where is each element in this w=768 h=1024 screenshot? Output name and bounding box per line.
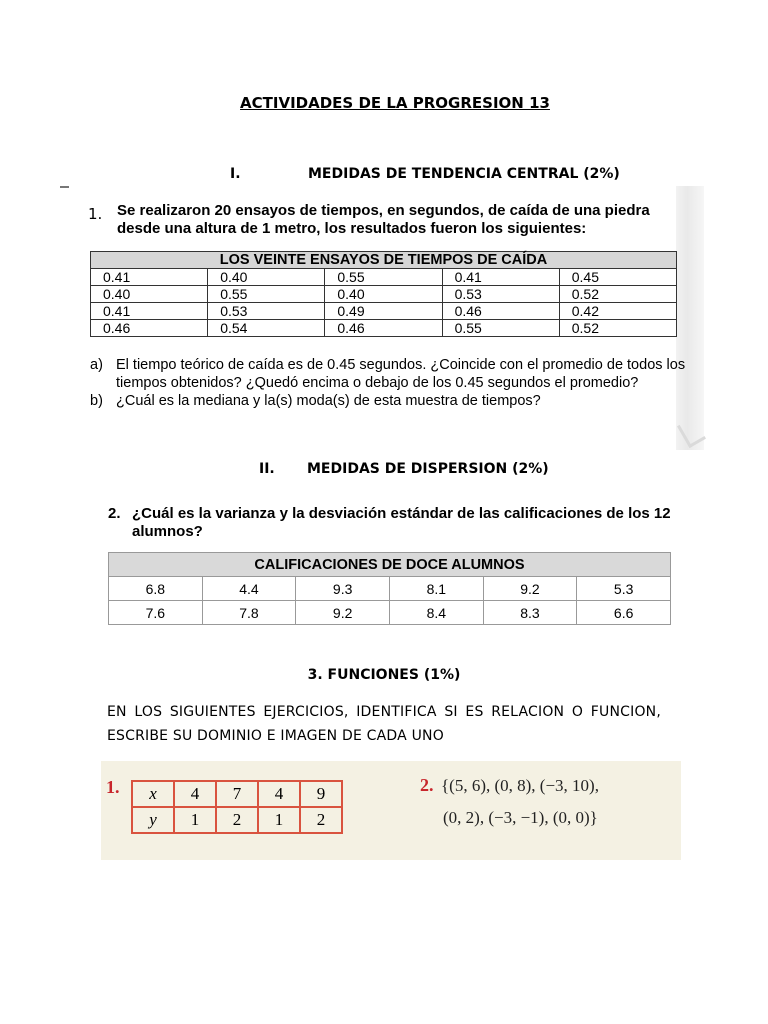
table-cell: 0.41 (91, 303, 208, 320)
question-2-text: ¿Cuál es la varianza y la desviación estándar de las calificaciones de los 12 alumnos? (132, 505, 671, 540)
list-item (90, 356, 686, 392)
table-cell: 7.6 (109, 601, 203, 625)
scan-artifact (60, 186, 69, 188)
question-2 (108, 505, 698, 541)
table-cell: 0.46 (442, 303, 559, 320)
fall-times-table (90, 251, 677, 337)
table-cell: 0.45 (559, 269, 676, 286)
table-row (91, 269, 677, 286)
table-cell: 0.41 (91, 269, 208, 286)
table-cell: 9.2 (296, 601, 390, 625)
table-cell: 0.52 (559, 286, 676, 303)
table-cell: 0.41 (442, 269, 559, 286)
table-cell: 4 (174, 781, 216, 807)
section-3-heading: 3. FUNCIONES (1%) (307, 667, 461, 683)
table-cell: 0.55 (325, 269, 442, 286)
exercise-1-table (131, 780, 343, 834)
section-1-label: MEDIDAS DE TENDENCIA CENTRAL (2%) (308, 166, 620, 182)
table-cell: 0.49 (325, 303, 442, 320)
question-1-number: 1. (88, 205, 103, 223)
table-cell: 1 (174, 807, 216, 833)
item-label: a) (90, 357, 103, 373)
table-cell: 1 (258, 807, 300, 833)
table-cell: 9.3 (296, 577, 390, 601)
question-1-text: Se realizaron 20 ensayos de tiempos, en segundos, de caída de una piedra desde una altura de 1 metro, los resultados fueron los siguientes: (117, 202, 650, 237)
table-row (132, 807, 342, 833)
table-cell: 0.55 (208, 286, 325, 303)
section-1-heading (230, 166, 620, 182)
grades-table-header: CALIFICACIONES DE DOCE ALUMNOS (109, 553, 671, 577)
grades-table (108, 552, 671, 625)
section-2-label: MEDIDAS DE DISPERSION (2%) (307, 461, 549, 477)
table-row (91, 303, 677, 320)
table-cell: 2 (300, 807, 342, 833)
table-row (91, 286, 677, 303)
table-cell: 0.52 (559, 320, 676, 337)
table-cell: 8.4 (389, 601, 483, 625)
table-cell: 7 (216, 781, 258, 807)
section-1-numeral: I. (230, 166, 241, 182)
table-cell: 8.3 (483, 601, 577, 625)
table-cell: 6.6 (577, 601, 671, 625)
exercise-2-set-line-1: {(5, 6), (0, 8), (−3, 10), (441, 776, 599, 795)
fall-times-table-header: LOS VEINTE ENSAYOS DE TIEMPOS DE CAÍDA (91, 252, 677, 269)
section-2-numeral: II. (259, 461, 275, 477)
exercise-2-set-line-2: (0, 2), (−3, −1), (0, 0)} (443, 808, 598, 827)
table-cell: 9 (300, 781, 342, 807)
exercise-2-number: 2. (420, 775, 434, 795)
table-cell: 0.40 (325, 286, 442, 303)
table-cell: 5.3 (577, 577, 671, 601)
table-cell: 0.42 (559, 303, 676, 320)
table-cell: 2 (216, 807, 258, 833)
question-1-items (90, 356, 686, 410)
table-cell: 7.8 (202, 601, 296, 625)
table-cell: 0.46 (325, 320, 442, 337)
item-text: ¿Cuál es la mediana y la(s) moda(s) de esta muestra de tiempos? (116, 393, 541, 409)
section-2-heading (259, 461, 549, 477)
table-cell: 4 (258, 781, 300, 807)
item-text: El tiempo teórico de caída es de 0.45 segundos. ¿Coincide con el promedio de todos los tiempos obtenidos? ¿Quedó encima o debajo de los 0.45 segundos el promedio? (116, 357, 686, 391)
y-variable-label: y (132, 807, 174, 833)
table-cell: 0.55 (442, 320, 559, 337)
table-row (132, 781, 342, 807)
x-variable-label: x (132, 781, 174, 807)
table-row (91, 320, 677, 337)
question-2-number: 2. (108, 505, 121, 522)
table-cell: 0.53 (442, 286, 559, 303)
table-row (109, 601, 671, 625)
table-cell: 6.8 (109, 577, 203, 601)
table-cell: 0.53 (208, 303, 325, 320)
table-cell: 8.1 (389, 577, 483, 601)
table-cell: 0.40 (91, 286, 208, 303)
table-cell: 0.46 (91, 320, 208, 337)
list-item (90, 392, 686, 410)
table-cell: 9.2 (483, 577, 577, 601)
table-row (109, 577, 671, 601)
exercise-1-number: 1. (106, 777, 120, 797)
table-cell: 0.54 (208, 320, 325, 337)
section-3-instructions: EN LOS SIGUIENTES EJERCICIOS, IDENTIFICA SI ES RELACION O FUNCION, ESCRIBE SU DOMINIO E IMAGEN DE CADA UNO (107, 704, 661, 744)
item-label: b) (90, 393, 103, 409)
table-cell: 4.4 (202, 577, 296, 601)
table-cell: 0.40 (208, 269, 325, 286)
page-title: ACTIVIDADES DE LA PROGRESION 13 (240, 94, 550, 112)
